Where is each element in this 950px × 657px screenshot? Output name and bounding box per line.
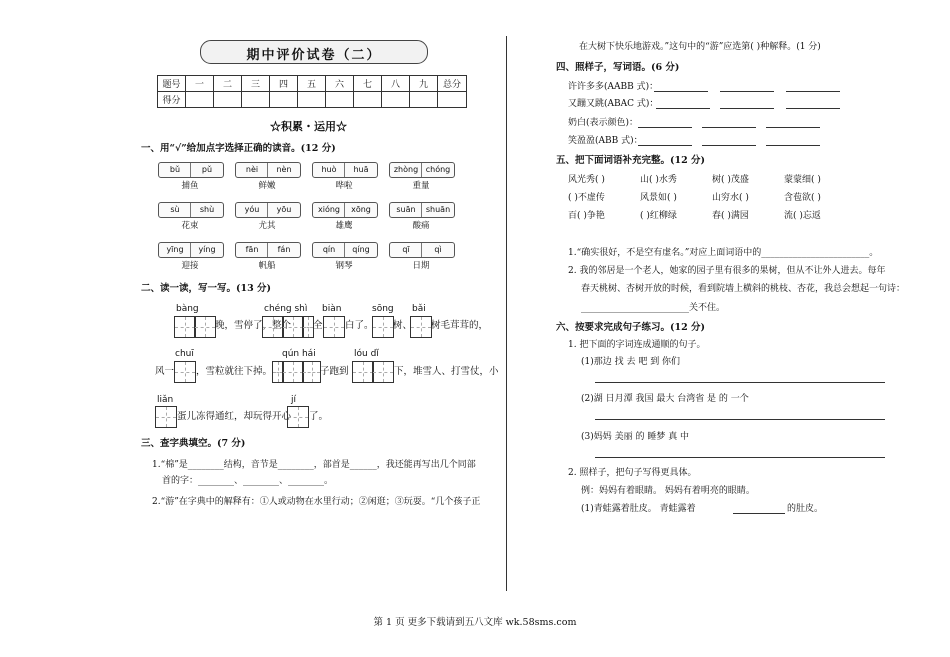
pinyin-option[interactable]: bǔ — [169, 165, 181, 174]
pinyin-choice-pair[interactable] — [389, 162, 455, 178]
answer-line[interactable] — [656, 108, 710, 109]
idiom: 风光秀( ) — [568, 175, 605, 185]
pinyin-option[interactable]: huā — [344, 163, 377, 177]
pinyin-choice-pair[interactable] — [312, 242, 378, 258]
pinyin-bai: bǎi — [412, 304, 426, 314]
q4-row-label: 奶白(表示颜色)： — [568, 118, 639, 128]
q1-heading: 一、用“√”给加点字选择正确的读音。(12 分) — [141, 143, 336, 154]
q1-word: 钢琴 — [335, 261, 353, 271]
q3-line2: 首的字：________、________、________。 — [162, 476, 334, 486]
tianzi-box[interactable] — [174, 361, 196, 383]
q1-word: 花束 — [181, 221, 199, 231]
score-cell: 一 — [186, 76, 214, 92]
q6-ex1-prefix: (1)青蛙露着肚皮。 青蛙露着 — [581, 504, 696, 514]
q4-row-label: 许许多多(AABB 式)： — [568, 82, 659, 92]
q2-text: 了。 — [309, 411, 329, 422]
idiom: 蒙蒙细( ) — [784, 175, 821, 185]
pinyin-choice-pair[interactable] — [158, 202, 224, 218]
score-cell: 七 — [354, 76, 382, 92]
pinyin-option[interactable]: xióng — [318, 205, 340, 214]
answer-line[interactable] — [720, 91, 774, 92]
tianzi-box[interactable] — [372, 316, 394, 338]
q5-s2a: 2. 我的邻居是一个老人，她家的园子里有很多的果树，但从不让外人进去。每年 — [568, 266, 886, 276]
q2-text: 下，堆雪人、打雪仗，小 — [394, 366, 499, 377]
tianzi-box[interactable] — [155, 406, 177, 428]
q2-text: 风一 — [155, 366, 175, 377]
pinyin-qunhai: qún hái — [282, 349, 316, 359]
pinyin-song: sōng — [372, 304, 394, 314]
pinyin-choice-pair[interactable] — [235, 202, 301, 218]
q4-row-label: 又蹦又跳(ABAC 式)： — [568, 99, 659, 109]
pinyin-choice-pair[interactable] — [158, 242, 224, 258]
tianzi-box[interactable] — [410, 316, 432, 338]
score-blank[interactable] — [382, 92, 410, 108]
q6-b: (2)湖 日月潭 我国 最大 台湾省 是 的 一个 — [581, 394, 749, 404]
pinyin-lian: liǎn — [157, 395, 174, 405]
page-footer: 第 1 页 更多下载请到五八文库 wk.58sms.com — [373, 617, 577, 628]
q1-word: 捕鱼 — [181, 181, 199, 191]
answer-line[interactable] — [654, 91, 708, 92]
q5-heading: 五、把下面词语补充完整。(12 分) — [556, 155, 706, 166]
score-cell: 题号 — [158, 76, 186, 92]
pinyin-option[interactable]: shù — [190, 203, 223, 217]
pinyin-option[interactable]: fán — [267, 243, 300, 257]
answer-line[interactable] — [766, 127, 820, 128]
page-divider — [506, 36, 507, 591]
score-blank[interactable] — [270, 92, 298, 108]
q3-line1: 1.“棉”是________结构，音节是________，部首是______，我还能再写出几个同部 — [152, 460, 476, 470]
q6-ex1-suffix: 的肚皮。 — [787, 504, 824, 514]
score-blank[interactable] — [242, 92, 270, 108]
pinyin-choice-pair[interactable] — [158, 162, 224, 178]
idiom: 山穷水( ) — [712, 193, 749, 203]
pinyin-option[interactable]: yīng — [166, 245, 184, 254]
score-blank[interactable] — [354, 92, 382, 108]
pinyin-loudi: lóu dǐ — [354, 349, 379, 359]
q4-heading: 四、照样子，写词语。(6 分) — [556, 62, 680, 73]
score-cell: 九 — [410, 76, 438, 92]
answer-line[interactable] — [733, 513, 785, 514]
q6-heading: 六、按要求完成句子练习。(12 分) — [556, 322, 706, 333]
answer-line[interactable] — [766, 145, 820, 146]
q3-line3: 2.“游”在字典中的解释有：①人或动物在水里行动；②闲逛；③玩耍。“几个孩子正 — [152, 497, 481, 507]
idiom: 春( )满园 — [712, 211, 749, 221]
pinyin-option[interactable]: sù — [170, 205, 180, 214]
score-blank[interactable] — [326, 92, 354, 108]
q5-s2c: ________________________关不住。 — [581, 303, 726, 313]
q1-word: 哗啦 — [335, 181, 353, 191]
q5-s2b: 春天桃树、杏树开放的时候，看到院墙上横斜的桃枝、杏花，我总会想起一句诗： — [581, 284, 906, 294]
pinyin-chui: chuī — [175, 349, 194, 359]
idiom: 含苞欲( ) — [784, 193, 821, 203]
pinyin-choice-pair[interactable] — [389, 242, 455, 258]
tianzi-box[interactable] — [302, 361, 321, 383]
pinyin-choice-pair[interactable] — [312, 162, 378, 178]
exam-title: 期中评价试卷（二） — [246, 48, 382, 63]
score-blank[interactable] — [214, 92, 242, 108]
answer-line[interactable] — [638, 127, 692, 128]
pinyin-option[interactable]: chóng — [421, 163, 454, 177]
pinyin-option[interactable]: qíng — [344, 243, 377, 257]
tianzi-box[interactable] — [282, 361, 304, 383]
exam-title-banner — [200, 40, 428, 64]
pinyin-option[interactable]: yíng — [190, 243, 223, 257]
q1-word: 尤其 — [258, 221, 276, 231]
pinyin-option[interactable]: suān — [396, 205, 416, 214]
q1-word: 迎接 — [181, 261, 199, 271]
tianzi-box[interactable] — [352, 361, 374, 383]
score-table-score-row — [158, 92, 467, 108]
tianzi-box[interactable] — [282, 316, 304, 338]
q1-word: 帆船 — [258, 261, 276, 271]
q6-sub1: 1. 把下面的字词连成通顺的句子。 — [568, 340, 706, 350]
pinyin-ji: jí — [291, 395, 297, 405]
answer-line[interactable] — [702, 145, 756, 146]
score-blank[interactable] — [298, 92, 326, 108]
idiom: 流( )忘返 — [784, 211, 821, 221]
pinyin-chengshi: chéng shì — [264, 304, 308, 314]
q1-word: 酸痛 — [412, 221, 430, 231]
score-cell: 五 — [298, 76, 326, 92]
tianzi-box[interactable] — [194, 316, 216, 338]
q1-word: 重量 — [412, 181, 430, 191]
q4-row-label: 笑盈盈(ABB 式)： — [568, 136, 643, 146]
q3-line4: 在大树下快乐地游戏。”这句中的“游”应选第( )种解释。(1 分) — [579, 42, 821, 52]
tianzi-box[interactable] — [323, 316, 345, 338]
tianzi-box[interactable] — [287, 406, 309, 428]
pinyin-bian: biàn — [322, 304, 342, 314]
score-cell: 二 — [214, 76, 242, 92]
idiom: 风景如( ) — [640, 193, 677, 203]
pinyin-option[interactable]: huò — [321, 165, 337, 174]
score-table — [157, 75, 467, 108]
q2-text: 树、 — [393, 320, 413, 331]
section-banner: ☆积累・运用☆ — [270, 120, 347, 133]
pinyin-choice-pair[interactable] — [389, 202, 455, 218]
q1-word: 日期 — [412, 261, 430, 271]
answer-line[interactable] — [595, 419, 885, 420]
score-row-label: 得分 — [158, 92, 186, 108]
q2-text: 树毛茸茸的， — [431, 320, 489, 331]
pinyin-option[interactable]: shuān — [421, 203, 454, 217]
score-cell: 总分 — [438, 76, 467, 92]
tianzi-box[interactable] — [262, 316, 284, 338]
idiom: 树( )茂盛 — [712, 175, 749, 185]
answer-line[interactable] — [786, 91, 840, 92]
q6-sub2: 2. 照样子，把句子写得更具体。 — [568, 468, 697, 478]
score-blank[interactable] — [186, 92, 214, 108]
pinyin-choice-pair[interactable] — [235, 242, 301, 258]
q2-text: 白了。 — [345, 320, 374, 331]
pinyin-bang: bàng — [176, 304, 199, 314]
pinyin-option[interactable]: qī — [402, 245, 410, 254]
score-cell: 四 — [270, 76, 298, 92]
tianzi-box[interactable] — [372, 361, 394, 383]
answer-line[interactable] — [702, 127, 756, 128]
q1-word: 鲜嫩 — [258, 181, 276, 191]
score-table-header-row — [158, 76, 467, 92]
q3-heading: 三、查字典填空。(7 分) — [141, 438, 246, 449]
q6-c: (3)妈妈 美丽 的 睡梦 真 中 — [581, 432, 690, 442]
pinyin-option[interactable]: qì — [421, 243, 454, 257]
idiom: ( )不虚传 — [568, 193, 605, 203]
q2-text: 子跑到 — [320, 366, 349, 377]
answer-line[interactable] — [638, 145, 692, 146]
q2-text: 蛋儿冻得通红，却玩得开心 — [177, 411, 292, 422]
pinyin-choice-pair[interactable] — [235, 162, 301, 178]
pinyin-option[interactable]: nèn — [267, 163, 300, 177]
tianzi-box[interactable] — [174, 316, 196, 338]
pinyin-option[interactable]: yōu — [267, 203, 300, 217]
score-cell: 八 — [382, 76, 410, 92]
q2-heading: 二、读一读，写一写。(13 分) — [141, 283, 272, 294]
q2-text: 晚，雪停了，整个 — [215, 320, 292, 331]
q5-s1: 1.“确实很好，不是空有虚名。”对应上面词语中的________________________。 — [568, 248, 879, 258]
pinyin-option[interactable]: yóu — [244, 205, 260, 214]
pinyin-choice-pair[interactable] — [312, 202, 378, 218]
pinyin-option[interactable]: xōng — [344, 203, 377, 217]
answer-line[interactable] — [720, 108, 774, 109]
score-cell: 三 — [242, 76, 270, 92]
q2-text: 全 — [313, 320, 323, 331]
score-blank[interactable] — [438, 92, 467, 108]
idiom: ( )红柳绿 — [640, 211, 677, 221]
q6-example: 例：妈妈有着眼睛。 妈妈有着明亮的眼睛。 — [581, 486, 755, 496]
pinyin-option[interactable]: qín — [322, 245, 336, 254]
pinyin-option[interactable]: pǔ — [190, 163, 223, 177]
q6-a: (1)那边 找 去 吧 到 你们 — [581, 357, 681, 367]
idiom: 山( )水秀 — [640, 175, 677, 185]
answer-line[interactable] — [595, 382, 885, 383]
pinyin-option[interactable]: nèi — [245, 165, 259, 174]
score-blank[interactable] — [410, 92, 438, 108]
pinyin-option[interactable]: fān — [245, 245, 259, 254]
q2-text: ，雪粒就往下掉。 — [196, 366, 273, 377]
idiom: 百( )争艳 — [568, 211, 605, 221]
score-cell: 六 — [326, 76, 354, 92]
answer-line[interactable] — [786, 108, 840, 109]
answer-line[interactable] — [595, 457, 885, 458]
pinyin-option[interactable]: zhòng — [393, 165, 419, 174]
q1-word: 雄鹰 — [335, 221, 353, 231]
